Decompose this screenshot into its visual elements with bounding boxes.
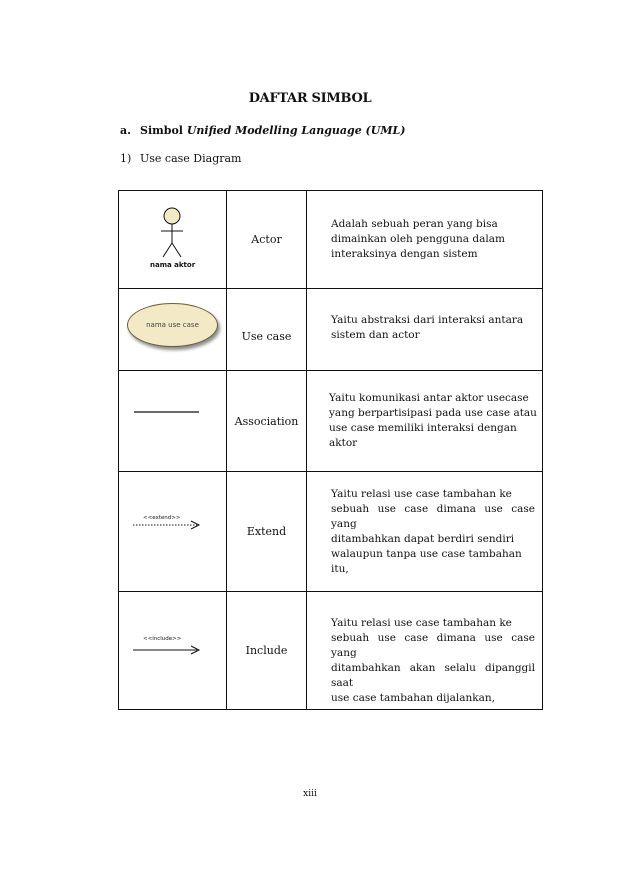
symbol-desc-extend [307,472,543,592]
symbol-table [118,190,543,710]
page-number: xiii [303,789,317,799]
include-arrow-icon [119,592,227,710]
section-number: a. [120,124,131,137]
subsection-label: Use case Diagram [140,152,242,165]
desc-line: dimainkan oleh pengguna dalam [331,233,505,245]
include-graphic-label: <<include>> [143,636,182,642]
desc-line: sebuah use case dimana use case yang [331,502,535,530]
section-heading [120,124,405,137]
desc-line: Yaitu komunikasi antar aktor usecase [329,392,529,404]
extend-dashed-arrow-icon [119,472,227,592]
table-row-use-case [119,289,543,371]
desc-line: sistem dan actor [331,329,420,341]
subsection-heading [120,152,241,165]
use-case-graphic-label: nama use case [146,321,199,329]
table-row-association [119,371,543,472]
symbol-name-association: Association [227,371,307,472]
actor-stick-figure-icon [119,191,227,289]
symbol-cell-extend [119,472,227,592]
symbol-desc-actor [307,191,543,289]
section-title-italic: Unified Modelling Language (UML) [186,124,406,137]
extend-graphic-label: <<extend>> [143,515,181,521]
symbol-cell-association [119,371,227,472]
desc-line: use case memiliki interaksi dengan aktor [329,422,517,449]
actor-graphic-label: nama aktor [150,261,196,269]
section-prefix: Simbol [140,124,187,137]
desc-line: Yaitu relasi use case tambahan ke [331,487,512,500]
desc-line: use case tambahan dijalankan, [331,692,496,704]
desc-line: ditambahkan akan selalu dipanggil saat [331,662,535,689]
symbol-desc-include [307,592,543,710]
table-row-actor [119,191,543,289]
symbol-desc-association [307,371,543,472]
desc-line: interaksinya dengan sistem [331,248,478,260]
desc-line: Adalah sebuah peran yang bisa [331,218,498,230]
symbol-cell-include [119,592,227,710]
table-row-extend [119,472,543,592]
desc-line: yang berpartisipasi pada use case atau [329,407,537,419]
page-title: DAFTAR SIMBOL [248,91,372,106]
symbol-name-use-case: Use case [227,289,307,371]
symbol-name-actor: Actor [227,191,307,289]
symbol-name-include: Include [227,592,307,710]
association-line-icon [119,371,227,472]
desc-line: Yaitu relasi use case tambahan ke [331,617,512,629]
subsection-number: 1) [120,152,132,165]
use-case-ellipse-icon [127,303,218,347]
desc-line: walaupun tanpa use case tambahan itu, [331,547,522,575]
table-row-include [119,592,543,710]
desc-line: sebuah use case dimana use case yang [331,632,535,659]
symbol-cell-use-case [119,289,227,371]
symbol-name-extend: Extend [227,472,307,592]
desc-line: Yaitu abstraksi dari interaksi antara [331,314,524,326]
desc-line: ditambahkan dapat berdiri sendiri [331,532,515,545]
symbol-cell-actor [119,191,227,289]
symbol-desc-use-case [307,289,543,371]
